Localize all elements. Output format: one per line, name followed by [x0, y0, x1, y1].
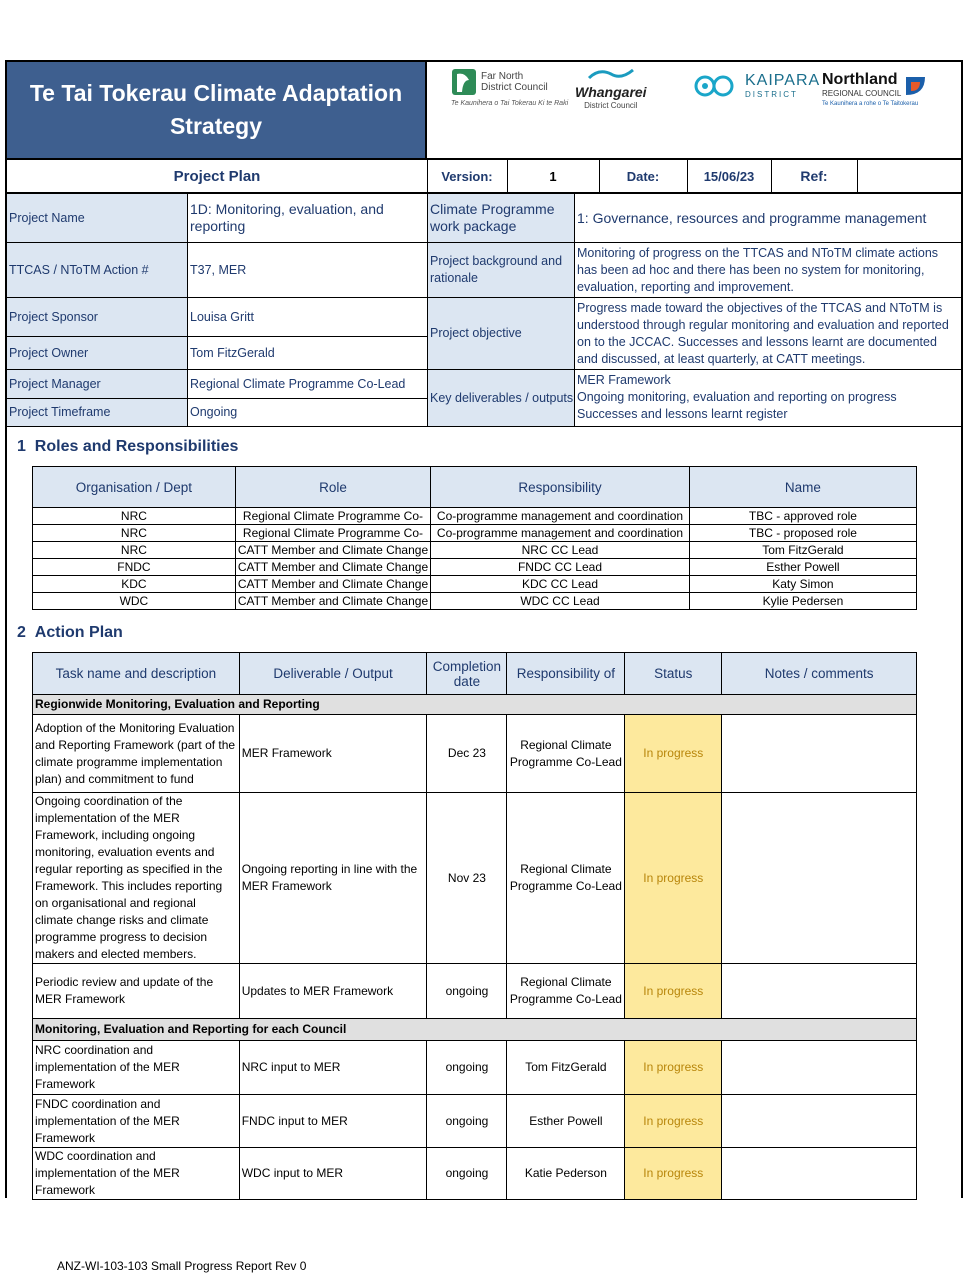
- work-package-label: Climate Programme work package: [428, 194, 574, 242]
- roles-table: [32, 466, 917, 610]
- kaipara-swirl-icon: [693, 72, 743, 100]
- roles-col-responsibility: Responsibility: [431, 467, 690, 508]
- title-line-1: Te Tai Tokerau Climate Adaptation: [29, 80, 403, 106]
- table-row: NRC Regional Climate Programme Co- Co-programme management and coordination TBC - proposed role: [33, 525, 917, 542]
- whangarei-wave-icon: [587, 68, 635, 82]
- date-value: 15/06/23: [703, 168, 755, 184]
- deliverable-item: Ongoing monitoring, evaluation and reporting on progress: [577, 390, 897, 404]
- table-row: Periodic review and update of the MER Framework Updates to MER Framework ongoing Regional Climate Programme Co-Lead In progress: [33, 964, 917, 1019]
- document-footer: ANZ-WI-103-103 Small Progress Report Rev 0: [57, 1259, 307, 1273]
- manager-label: Project Manager: [7, 370, 187, 398]
- whangarei-logo: Whangarei District Council: [575, 68, 647, 111]
- timeframe-value: Ongoing: [190, 405, 238, 419]
- work-package-value: 1: Governance, resources and programme management: [577, 209, 927, 226]
- action-col-responsibility: Responsibility of: [507, 653, 625, 695]
- table-row: NRC CATT Member and Climate Change NRC CC Lead Tom FitzGerald: [33, 542, 917, 559]
- action-label: TTCAS / NToTM Action #: [7, 243, 187, 297]
- owner-value: Tom FitzGerald: [190, 345, 275, 360]
- kaipara-logo: KAIPARA DISTRICT: [693, 72, 820, 100]
- background-label: Project background and rationale: [428, 243, 574, 297]
- sponsor-value: Louisa Gritt: [190, 309, 254, 324]
- roles-col-name: Name: [689, 467, 916, 508]
- status-badge: In progress: [625, 793, 722, 964]
- action-plan-table: [32, 652, 917, 1200]
- project-plan-sheet: [5, 60, 963, 1198]
- project-plan-label: Project Plan: [173, 167, 261, 185]
- deliverable-item: MER Framework: [577, 373, 671, 387]
- table-row: NRC coordination and implementation of the MER Framework NRC input to MER ongoing Tom FitzGerald In progress: [33, 1041, 917, 1095]
- sponsor-label: Project Sponsor: [7, 298, 187, 336]
- document-title: [7, 62, 427, 158]
- ref-value: [857, 160, 961, 192]
- table-row: Ongoing coordination of the implementation of the MER Framework, including ongoing monitoring, evaluation events and regular reporting as specified in the Framework. This includes reporting on organisational and regional climate change risks and climate programme progress to decision makers and elected members. Ongoing reporting in line with the MER Framework Nov 23 Regional Climate Programme Co-Lead In progress: [33, 793, 917, 964]
- action-col-deliverable: Deliverable / Output: [239, 653, 427, 695]
- table-row: FNDC coordination and implementation of the MER Framework FNDC input to MER ongoing Esther Powell In progress: [33, 1095, 917, 1148]
- date-label: Date:: [626, 168, 660, 184]
- deliverables-list: [575, 372, 961, 426]
- fndc-logo: Far North District Council Te Kaunihera o Tai Tokerau Ki te Raki: [451, 68, 568, 109]
- table-row: WDC CATT Member and Climate Change WDC CC Lead Kylie Pedersen: [33, 593, 917, 610]
- background-value: Monitoring of progress on the TTCAS and NToTM climate actions has been ad hoc and there has been no system for monitoring, evaluation, reporting and improvement.: [577, 245, 939, 294]
- title-line-2: Strategy: [169, 113, 263, 139]
- timeframe-label: Project Timeframe: [7, 399, 187, 426]
- northland-emblem-icon: [903, 74, 929, 98]
- status-badge: In progress: [625, 1041, 722, 1095]
- table-row: NRC Regional Climate Programme Co- Co-programme management and coordination TBC - approved role: [33, 508, 917, 525]
- status-badge: In progress: [625, 1148, 722, 1200]
- northland-logo: Northland REGIONAL COUNCIL Te Kaunihera a rohe o Te Taitokerau: [822, 72, 929, 110]
- version-value: 1: [549, 168, 557, 184]
- objective-value: Progress made toward the objectives of the TTCAS and NToTM is understood through regular monitoring and evaluation and reported on to the JCCAC. Successes and lessons learnt are documented and discussed, at least quarterly, at CATT meetings.: [577, 300, 949, 366]
- table-row: KDC CATT Member and Climate Change KDC CC Lead Katy Simon: [33, 576, 917, 593]
- fndc-emblem-icon: [451, 68, 477, 96]
- status-badge: In progress: [625, 715, 722, 793]
- roles-col-role: Role: [235, 467, 430, 508]
- action-col-notes: Notes / comments: [722, 653, 917, 695]
- roles-heading: 1 Roles and Responsibilities: [17, 438, 239, 455]
- version-label: Version:: [441, 168, 493, 184]
- project-name-label: Project Name: [7, 194, 187, 242]
- action-value: T37, MER: [190, 262, 247, 277]
- table-row: Adoption of the Monitoring Evaluation and Reporting Framework (part of the climate programme implementation plan) and commitment to fund MER Framework Dec 23 Regional Climate Programme Co-Lead In progress: [33, 715, 917, 793]
- action-col-date: Completion date: [427, 653, 507, 695]
- table-row: FNDC CATT Member and Climate Change FNDC CC Lead Esther Powell: [33, 559, 917, 576]
- table-row: WDC coordination and implementation of the MER Framework WDC input to MER ongoing Katie Pederson In progress: [33, 1148, 917, 1200]
- council-logos: [427, 62, 961, 158]
- deliverables-label: Key deliverables / outputs: [428, 370, 574, 426]
- group-row: Monitoring, Evaluation and Reporting for each Council: [33, 1019, 917, 1041]
- roles-col-org: Organisation / Dept: [33, 467, 236, 508]
- owner-label: Project Owner: [7, 337, 187, 369]
- project-name-value: 1D: Monitoring, evaluation, and reporting: [190, 201, 384, 234]
- objective-label: Project objective: [428, 298, 574, 369]
- status-badge: In progress: [625, 1095, 722, 1148]
- manager-value: Regional Climate Programme Co-Lead: [190, 376, 406, 391]
- action-col-status: Status: [625, 653, 722, 695]
- action-plan-heading: 2 Action Plan: [17, 624, 123, 641]
- group-row: Regionwide Monitoring, Evaluation and Reporting: [33, 695, 917, 715]
- ref-label: Ref:: [800, 167, 828, 184]
- deliverable-item: Successes and lessons learnt register: [577, 407, 788, 421]
- status-badge: In progress: [625, 964, 722, 1019]
- action-col-task: Task name and description: [33, 653, 240, 695]
